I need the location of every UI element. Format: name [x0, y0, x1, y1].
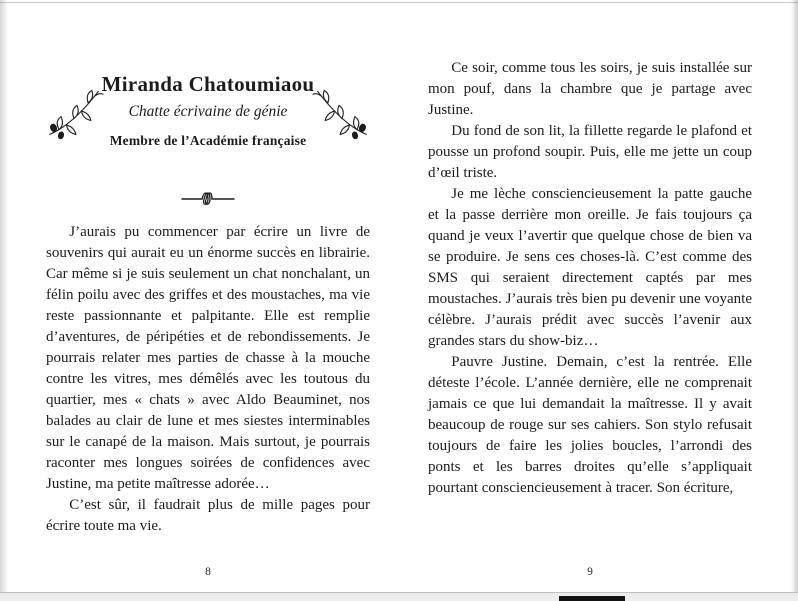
chapter-heading — [46, 58, 370, 186]
left-page-body — [46, 222, 370, 537]
left-page — [46, 58, 370, 537]
page-number: 8 — [205, 566, 211, 578]
book-title: Miranda Chatoumiaou — [101, 72, 315, 96]
paragraph: Pauvre Justine. Demain, c’est la rentrée. Elle déteste l’école. L’année dernière, elle ne comprenait jamais ce que lui demandait la maîtresse. Il y avait beaucoup de rouge sur ses cahiers. Son stylo refusait toujours de faire les jolies boucles, l’arrondi des ponts et les barres droites qu’elle s’appliquait pourtant consciencieusement à tracer. Son écriture, — [428, 354, 752, 496]
paragraph: Ce soir, comme tous les soirs, je suis installée sur mon pouf, dans la chambre que je partage avec Justine. — [428, 60, 752, 118]
paragraph: J’aurais pu commencer par écrire un livre de souvenirs qui aurait eu un énorme succès en librairie. Car même si je suis seulement un chat nonchalant, un félin poilu avec des griffes et des moustaches, ma vie reste passionnante et palpitante. Elle est remplie d’aventures, de péripéties et de rebondissements. Je pourrais relater mes parties de chasse à la mouche contre les vitres, mes démêlés avec les toutous du quartier, mes « chats » avec Aldo Beauminet, nos balades au clair de lune et mes siestes interminables sur le canapé de la maison. Mais surtout, je pourrais raconter mes longues soirées de confidences avec Justine, ma petite maîtresse adorée… — [46, 224, 370, 492]
book-subtitle: Chatte écrivaine de génie — [128, 103, 288, 121]
olive-branch-left-icon — [46, 84, 104, 140]
section-divider-icon — [46, 192, 370, 210]
paragraph: Je me lèche consciencieusement la patte gauche et la passe derrière mon oreille. Je fais toujours ça quand je veux l’avertir que quelque chose de bien va se produire. Je sens ces choses-là. C’est comme des SMS qui seraient directement captés par mes moustaches. J’aurais très bien pu devenir une voyante célèbre. J’aurais prédit avec succès l’avenir aux grandes stars du show-biz… — [428, 186, 752, 349]
bottom-edge-mark — [559, 596, 625, 601]
right-page-edge-shadow — [791, 0, 798, 601]
top-edge-line — [0, 2, 798, 3]
left-page-edge-shadow — [0, 0, 8, 601]
bottom-edge-line — [0, 592, 798, 601]
olive-branch-right-icon — [312, 84, 370, 140]
membership-line: Membre de l’Académie française — [109, 132, 307, 148]
paragraph: C’est sûr, il faudrait plus de mille pages pour écrire toute ma vie. — [46, 497, 370, 534]
page-number: 9 — [587, 566, 593, 578]
right-page-body — [428, 58, 752, 499]
right-page — [428, 58, 752, 499]
paragraph: Du fond de son lit, la fillette regarde le plafond et pousse un profond soupir. Puis, elle me jette un coup d’œil triste. — [428, 123, 752, 181]
